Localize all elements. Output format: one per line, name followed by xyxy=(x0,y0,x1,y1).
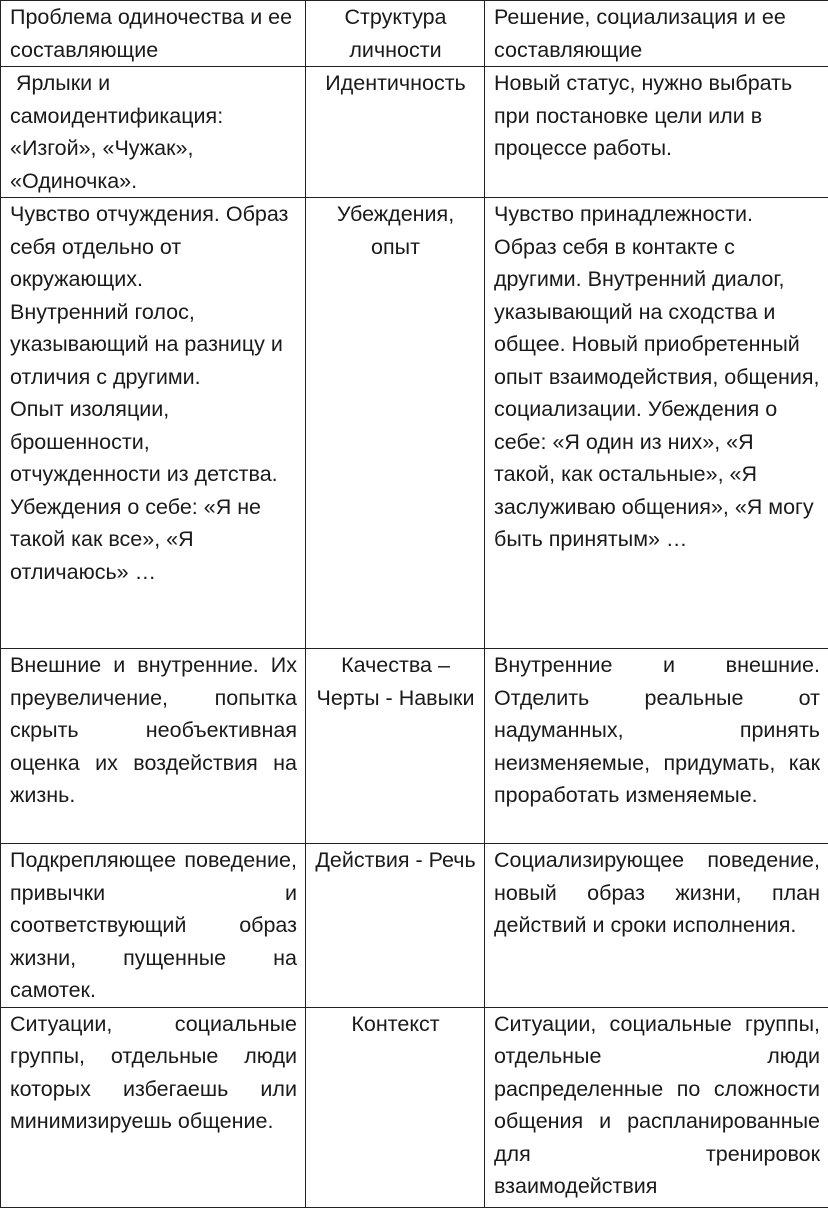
solution-cell: Чувство принадлежности. Образ себя в контакте с другими. Внутренний диалог, указывающий на сходства и общее. Новый приобретенный опыт взаимодействия, общения, социализации. Убеждения о себе: «Я один из них», «Я такой, как остальные», «Я заслуживаю общения», «Я могу быть принятым» … xyxy=(485,198,828,649)
header-solution: Решение, социализация и ее составляющие xyxy=(485,1,828,67)
table-row xyxy=(1,198,828,649)
header-row xyxy=(1,1,828,67)
problem-cell: Внешние и внутренние. Их преувеличение, попытка скрыть необъективная оценка их воздействия на жизнь. xyxy=(1,649,306,844)
solution-cell: Ситуации, социальные группы, отдельные люди распределенные по сложности общения и распланированные для тренировок взаимодействия xyxy=(485,1007,828,1207)
problem-paragraph: Убеждения о себе: «Я не такой как все», «Я отличаюсь» … xyxy=(10,491,297,589)
structure-cell: Идентичность xyxy=(306,67,485,198)
header-problem: Проблема одиночества и ее составляющие xyxy=(1,1,306,67)
table-row xyxy=(1,844,828,1008)
structure-cell: Контекст xyxy=(306,1007,485,1207)
solution-cell: Социализирующее поведение, новый образ жизни, план действий и сроки исполнения. xyxy=(485,844,828,1008)
header-structure: Структура личности xyxy=(306,1,485,67)
problem-paragraph: Внутренний голос, указывающий на разницу и отличия с другими. xyxy=(10,296,297,394)
solution-cell: Новый статус, нужно выбрать при постановке цели или в процессе работы. xyxy=(485,67,828,198)
problem-cell: Ситуации, социальные группы, отдельные люди которых избегаешь или минимизируешь общение. xyxy=(1,1007,306,1207)
structure-cell: Качества – Черты - Навыки xyxy=(306,649,485,844)
table-row xyxy=(1,67,828,198)
problem-cell: Ярлыки и самоидентификация: «Изгой», «Чужак», «Одиночка». xyxy=(1,67,306,198)
solution-cell: Внутренние и внешние. Отделить реальные от надуманных, принять неизменяемые, придумать, как проработать изменяемые. xyxy=(485,649,828,844)
structure-cell: Убеждения, опыт xyxy=(306,198,485,649)
structure-cell: Действия - Речь xyxy=(306,844,485,1008)
problem-paragraph: Опыт изоляции, брошенности, отчужденности из детства. xyxy=(10,393,297,491)
problem-cell xyxy=(1,198,306,649)
table-row xyxy=(1,1007,828,1207)
problem-cell: Подкрепляющее поведение, привычки и соответствующий образ жизни, пущенные на самотек. xyxy=(1,844,306,1008)
problem-paragraph: Чувство отчуждения. Образ себя отдельно от окружающих. xyxy=(10,198,297,296)
table-row xyxy=(1,649,828,844)
